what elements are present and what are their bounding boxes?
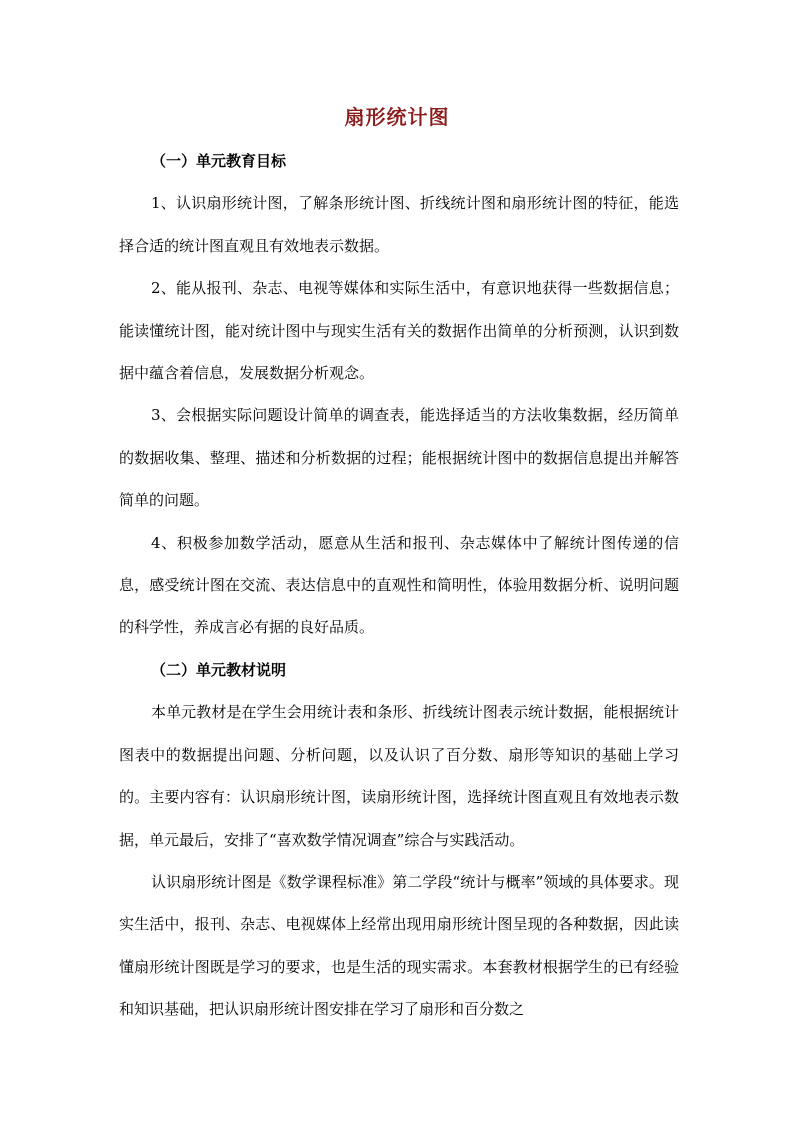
paragraph: 4、积极参加数学活动，愿意从生活和报刊、杂志媒体中了解统计图传递的信息，感受统计图在交流、表达信息中的直观性和简明性，体验用数据分析、说明问题的科学性，养成言必有据的良好品质。 xyxy=(119,533,679,637)
section-heading: （一）单元教育目标 xyxy=(151,152,287,170)
paragraph: 本单元教材是在学生会用统计表和条形、折线统计图表示统计数据，能根据统计图表中的数据提出问题、分析问题，以及认识了百分数、扇形等知识的基础上学习的。主要内容有：认识扇形统计图，读扇形统计图，选择统计图直观且有效地表示数据，单元最后，安排了“喜欢数学情况调查”综合与实践活动。 xyxy=(119,703,679,849)
paragraph: 1、认识扇形统计图，了解条形统计图、折线统计图和扇形统计图的特征，能选择合适的统计图直观且有效地表示数据。 xyxy=(119,194,679,255)
document-title: 扇形统计图 xyxy=(344,105,450,129)
document-body xyxy=(119,140,679,1031)
paragraph: 认识扇形统计图是《数学课程标准》第二学段“统计与概率”领域的具体要求。现实生活中，报刊、杂志、电视媒体上经常出现用扇形统计图呈现的各种数据，因此读懂扇形统计图既是学习的要求，也是生活的现实需求。本套教材根据学生的已有经验和知识基础，把认识扇形统计图安排在学习了扇形和百分数之 xyxy=(119,872,679,1019)
paragraph: 3、会根据实际问题设计简单的调查表，能选择适当的方法收集数据，经历简单的数据收集、整理、描述和分析数据的过程；能根据统计图中的数据信息提出并解答简单的问题。 xyxy=(119,406,679,510)
section-heading: （二）单元教材说明 xyxy=(151,660,287,679)
section-education-goals xyxy=(119,140,679,649)
paragraph: 2、能从报刊、杂志、电视等媒体和实际生活中，有意识地获得一些数据信息；能读懂统计图，能对统计图中与现实生活有关的数据作出简单的分析预测，认识到数据中蕴含着信息，发展数据分析观念。 xyxy=(119,279,679,383)
section-textbook-notes xyxy=(119,649,679,1031)
